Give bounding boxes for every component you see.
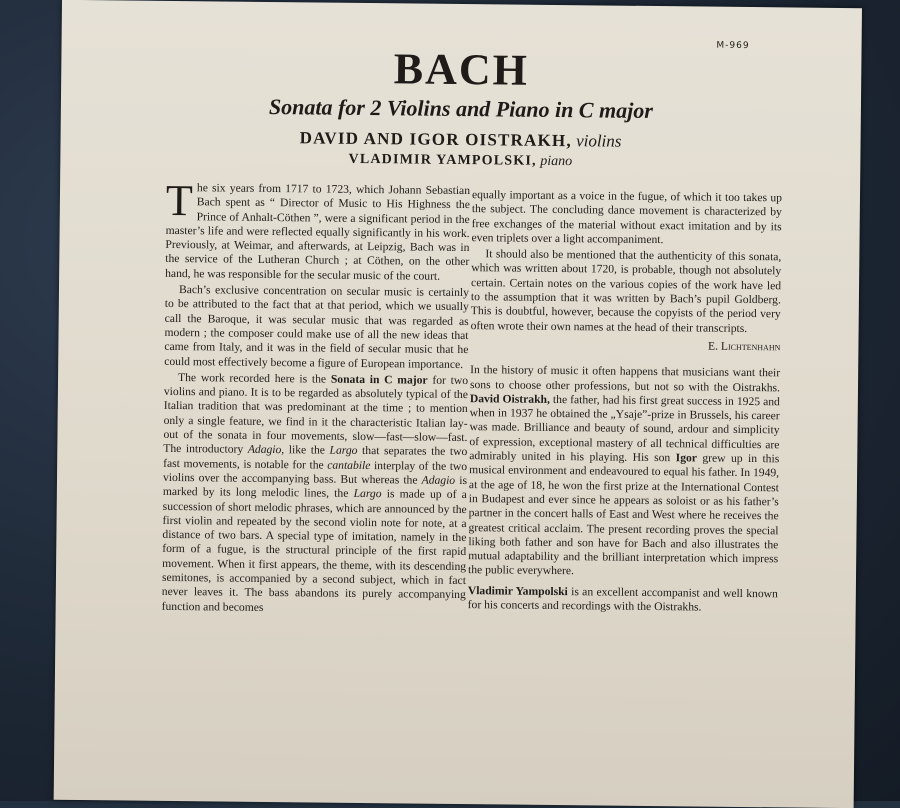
liner-paragraph-1: The six years from 1717 to 1723, which Johann Sebastian Bach spent as “ Director of Music to His Highness the Prince of Anhalt-Cöthen ”, were a significant period in the master’s life and were reflected equally significantly in his work. Previously, at Weimar, and afterwards, at Leipzig, Bach was in the service of the Lutheran Church ; at Cöthen, on the other hand, he was responsible for the secular music of the court.	[165, 175, 471, 283]
composer-title: BACH	[393, 44, 530, 95]
performer-piano-name: VLADIMIR YAMPOLSKI,	[348, 151, 537, 169]
liner-paragraph-3: The work recorded here is the Sonata in C major for two violins and piano. It is to be regarded as absolutely typical of the Italian tradition that was predominant at the time ; to mention only a single feature, we find in it the characteristic Italian lay-out of the sonata in four movements, slow—fast—slow—fast. The introductory Adagio, like the Largo that separates the two fast movements, is notable for the cantabile interplay of the two violins over the accompanying bass. But whereas the Adagio is marked by its long melodic lines, the Largo is made up of a succession of short melodic phrases, which are announced by the first violin and repeated by the second violin note for note, at a distance of two bars. A special type of imitation, namely in the form of a fugue, is the structural principle of the first rapid movement. When it first appears, the theme, with its descending semitones, is accompanied by a second subject, which in fact never leaves it. The bass abandons its purely accompanying function and becomes	[161, 370, 469, 614]
catalog-number: M-969	[716, 40, 750, 52]
biography-paragraph-1: In the history of music it often happens that musicians want their sons to choose other professions, but not so with the Oistrakhs. David Oistrakh, the father, had his first great success in 1925 and when in 1937 he obtained the „Ysaje”-prize in Brussels, his career was made. Brilliance and beauty of sound, ardour and simplicity of expression, exceptional mastery of all technical difficulties are admirably united in his playing. His son Igor grew up in this musical environment and endeavoured to equal his father. In 1949, at the age of 18, he won the first prize at the International Contest in Budapest and ever since he appears as soloist or as his father’s partner in the concert halls of East and West where he receives the greatest critical acclaim. The present recording proves the special liking both father and son have for Bach and also illustrates the mutual adaptability and the brilliant interpretation which impress the public everywhere.	[468, 363, 781, 578]
performers-violins-name: DAVID AND IGOR OISTRAKH,	[299, 128, 572, 151]
performers-violins-role: violins	[576, 131, 622, 151]
record-sleeve-back	[54, 0, 862, 808]
liner-paragraph-5: It should also be mentioned that the authenticity of this sonata, which was written about 1720, is probable, though not absolutely certain. Certain notes on the various copies of the work have led to the assumption that it was written by Bach’s pupil Goldberg. This is doubtful, however, because the copyists of the period very often wrote their own names at the head of their transcripts.	[470, 247, 782, 335]
biography-paragraph-2: Vladimir Yampolski is an excellent accompanist and well known for his concerts and recordings with the Oistrakhs.	[467, 583, 778, 614]
liner-paragraph-4: equally important as a voice in the fugue, of which it too takes up the subject. The concluding dance movement is characterized by free exchanges of the material without exact imitation and by its even triplets over a light accompaniment.	[471, 188, 783, 247]
liner-paragraph-2: Bach’s exclusive concentration on secular music is certainly to be attributed to the fact that at that period, which we usually call the Baroque, it was secular music that was regarded as modern ; the composer could make use of all the new ideas that came from Italy, and it was in the field of secular music that he could most effectively become a figure of European importance.	[164, 283, 470, 371]
drop-cap: T	[165, 175, 194, 226]
liner-notes-left-column	[161, 175, 471, 619]
performer-piano-role: piano	[540, 153, 573, 170]
work-title: Sonata for 2 Violins and Piano in C major	[268, 93, 653, 124]
liner-notes-right-column	[468, 188, 782, 618]
liner-notes-author: E. Lichtenhahn	[707, 339, 781, 354]
